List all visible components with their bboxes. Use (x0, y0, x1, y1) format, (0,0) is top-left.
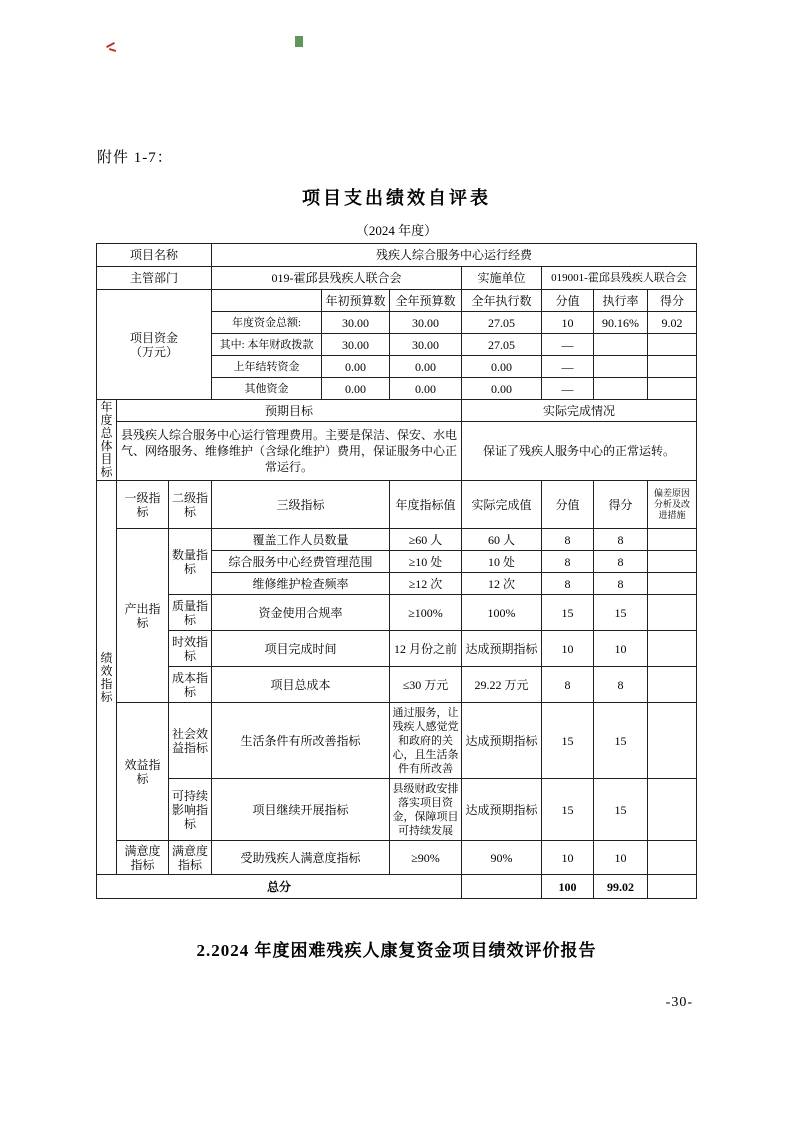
funding-annual: 0.00 (390, 378, 462, 400)
total-label: 总分 (97, 875, 462, 899)
self-evaluation-table (96, 243, 697, 899)
actual-value: 达成预期指标 (462, 779, 542, 841)
funding-score (648, 378, 697, 400)
funding-executed: 27.05 (462, 312, 542, 334)
funding-initial: 0.00 (322, 356, 390, 378)
funding-weight: 10 (542, 312, 594, 334)
actual-value: 10 处 (462, 551, 542, 573)
funding-initial: 30.00 (322, 334, 390, 356)
level1-satisfaction: 满意度指标 (117, 841, 169, 875)
deviation-cell (648, 551, 697, 573)
level3-indicator: 生活条件有所改善指标 (212, 703, 390, 779)
deviation-cell (648, 529, 697, 551)
funding-weight: — (542, 356, 594, 378)
level3-indicator: 资金使用合规率 (212, 595, 390, 631)
scan-artifact-red-mark (106, 41, 118, 54)
funding-header-annual: 全年预算数 (390, 290, 462, 312)
target-value: ≥100% (390, 595, 462, 631)
funding-header-row (97, 290, 697, 312)
expected-goal-header: 预期目标 (117, 400, 462, 422)
header-score: 得分 (594, 481, 648, 529)
deviation-cell (648, 779, 697, 841)
score-value: 15 (594, 595, 648, 631)
impl-unit-value: 019001-霍邱县残疾人联合会 (542, 267, 697, 290)
funding-rate (594, 334, 648, 356)
level2-cost: 成本指标 (169, 667, 212, 703)
dept-value: 019-霍邱县残疾人联合会 (212, 267, 462, 290)
score-value: 8 (594, 529, 648, 551)
annual-goal-header-row (97, 400, 697, 422)
scan-artifact-green-mark (295, 36, 303, 47)
total-weight: 100 (542, 875, 594, 899)
funding-weight: — (542, 334, 594, 356)
document-title: 项目支出绩效自评表 (302, 188, 491, 208)
funding-executed: 27.05 (462, 334, 542, 356)
funding-annual: 0.00 (390, 356, 462, 378)
deviation-cell (648, 667, 697, 703)
actual-value: 100% (462, 595, 542, 631)
weight-value: 10 (542, 841, 594, 875)
target-value: 通过服务，让残疾人感觉党和政府的关心，且生活条件有所改善 (390, 703, 462, 779)
funding-row-label: 其他资金 (212, 378, 322, 400)
level2-quantity: 数量指标 (169, 529, 212, 595)
level2-satisfaction: 满意度指标 (169, 841, 212, 875)
funding-label-line2: （万元） (129, 344, 178, 359)
level3-indicator: 项目完成时间 (212, 631, 390, 667)
score-value: 10 (594, 631, 648, 667)
funding-header-rate: 执行率 (594, 290, 648, 312)
target-value: ≥60 人 (390, 529, 462, 551)
total-row (97, 875, 697, 899)
attachment-label: 附件 1-7： (97, 150, 173, 166)
indicator-row (97, 703, 697, 779)
annual-goal-content-row (97, 422, 697, 481)
weight-value: 10 (542, 631, 594, 667)
deviation-cell (648, 595, 697, 631)
level3-indicator: 维修维护检查频率 (212, 573, 390, 595)
indicator-row (97, 841, 697, 875)
weight-value: 8 (542, 667, 594, 703)
score-value: 8 (594, 573, 648, 595)
indicator-row (97, 779, 697, 841)
funding-initial: 0.00 (322, 378, 390, 400)
score-value: 10 (594, 841, 648, 875)
score-value: 15 (594, 779, 648, 841)
table-row (97, 244, 697, 267)
actual-value: 90% (462, 841, 542, 875)
funding-header-weight: 分值 (542, 290, 594, 312)
indicators-header-row (97, 481, 697, 529)
project-name-label: 项目名称 (97, 244, 212, 267)
funding-annual: 30.00 (390, 334, 462, 356)
header-deviation: 偏差原因分析及改进措施 (648, 481, 697, 529)
actual-value: 29.22 万元 (462, 667, 542, 703)
funding-row-label: 其中: 本年财政拨款 (212, 334, 322, 356)
level3-indicator: 项目总成本 (212, 667, 390, 703)
deviation-cell (648, 703, 697, 779)
annual-goal-section-label: 年度总体目标 (97, 400, 117, 481)
funding-rate (594, 356, 648, 378)
target-value: ≥12 次 (390, 573, 462, 595)
actual-value: 达成预期指标 (462, 631, 542, 667)
score-value: 15 (594, 703, 648, 779)
deviation-cell (648, 841, 697, 875)
funding-rate (594, 378, 648, 400)
level3-indicator: 综合服务中心经费管理范围 (212, 551, 390, 573)
funding-executed: 0.00 (462, 356, 542, 378)
header-target: 年度指标值 (390, 481, 462, 529)
expected-goal-text: 县残疾人综合服务中心运行管理费用。主要是保洁、保安、水电气、网络服务、维修维护（含绿化维护）费用，保证服务中心正常运行。 (117, 422, 462, 481)
level2-social-benefit: 社会效益指标 (169, 703, 212, 779)
dept-label: 主管部门 (97, 267, 212, 290)
actual-value: 60 人 (462, 529, 542, 551)
funding-header-empty (212, 290, 322, 312)
funding-rate: 90.16% (594, 312, 648, 334)
deviation-cell (648, 573, 697, 595)
header-level2: 二级指标 (169, 481, 212, 529)
next-section-heading: 2.2024 年度困难残疾人康复资金项目绩效评价报告 (196, 941, 597, 960)
funding-weight: — (542, 378, 594, 400)
level2-timeliness: 时效指标 (169, 631, 212, 667)
weight-value: 15 (542, 703, 594, 779)
indicators-section-label: 绩效指标 (97, 481, 117, 875)
funding-score (648, 356, 697, 378)
weight-value: 8 (542, 551, 594, 573)
level3-indicator: 项目继续开展指标 (212, 779, 390, 841)
level1-benefit: 效益指标 (117, 703, 169, 841)
weight-value: 15 (542, 779, 594, 841)
header-actual: 实际完成值 (462, 481, 542, 529)
document-subtitle: （2024 年度） (355, 223, 438, 238)
actual-completion-header: 实际完成情况 (462, 400, 697, 422)
total-score: 99.02 (594, 875, 648, 899)
level3-indicator: 覆盖工作人员数量 (212, 529, 390, 551)
impl-unit-label: 实施单位 (462, 267, 542, 290)
funding-section-label (97, 290, 212, 400)
score-value: 8 (594, 667, 648, 703)
target-value: 12 月份之前 (390, 631, 462, 667)
target-value: ≥10 处 (390, 551, 462, 573)
score-value: 8 (594, 551, 648, 573)
weight-value: 8 (542, 529, 594, 551)
funding-header-score: 得分 (648, 290, 697, 312)
total-empty-cell (462, 875, 542, 899)
funding-score (648, 334, 697, 356)
header-weight: 分值 (542, 481, 594, 529)
funding-row-label: 年度资金总额: (212, 312, 322, 334)
level2-sustainability: 可持续影响指标 (169, 779, 212, 841)
indicator-row (97, 631, 697, 667)
funding-annual: 30.00 (390, 312, 462, 334)
level2-quality: 质量指标 (169, 595, 212, 631)
weight-value: 15 (542, 595, 594, 631)
funding-header-initial: 年初预算数 (322, 290, 390, 312)
actual-completion-text: 保证了残疾人服务中心的正常运转。 (462, 422, 697, 481)
funding-executed: 0.00 (462, 378, 542, 400)
target-value: ≥90% (390, 841, 462, 875)
funding-header-executed: 全年执行数 (462, 290, 542, 312)
funding-score: 9.02 (648, 312, 697, 334)
target-value: 县级财政安排落实项目资金，保障项目可持续发展 (390, 779, 462, 841)
deviation-cell (648, 875, 697, 899)
page-number: -30- (665, 995, 693, 1010)
level1-output: 产出指标 (117, 529, 169, 703)
indicator-row (97, 595, 697, 631)
funding-label-line1: 项目资金 (129, 330, 178, 345)
actual-value: 12 次 (462, 573, 542, 595)
deviation-cell (648, 631, 697, 667)
table-row (97, 267, 697, 290)
target-value: ≤30 万元 (390, 667, 462, 703)
weight-value: 8 (542, 573, 594, 595)
header-level3: 三级指标 (212, 481, 390, 529)
header-level1: 一级指标 (117, 481, 169, 529)
indicator-row (97, 529, 697, 551)
level3-indicator: 受助残疾人满意度指标 (212, 841, 390, 875)
indicator-row (97, 667, 697, 703)
project-name-value: 残疾人综合服务中心运行经费 (212, 244, 697, 267)
funding-initial: 30.00 (322, 312, 390, 334)
funding-row-label: 上年结转资金 (212, 356, 322, 378)
actual-value: 达成预期指标 (462, 703, 542, 779)
